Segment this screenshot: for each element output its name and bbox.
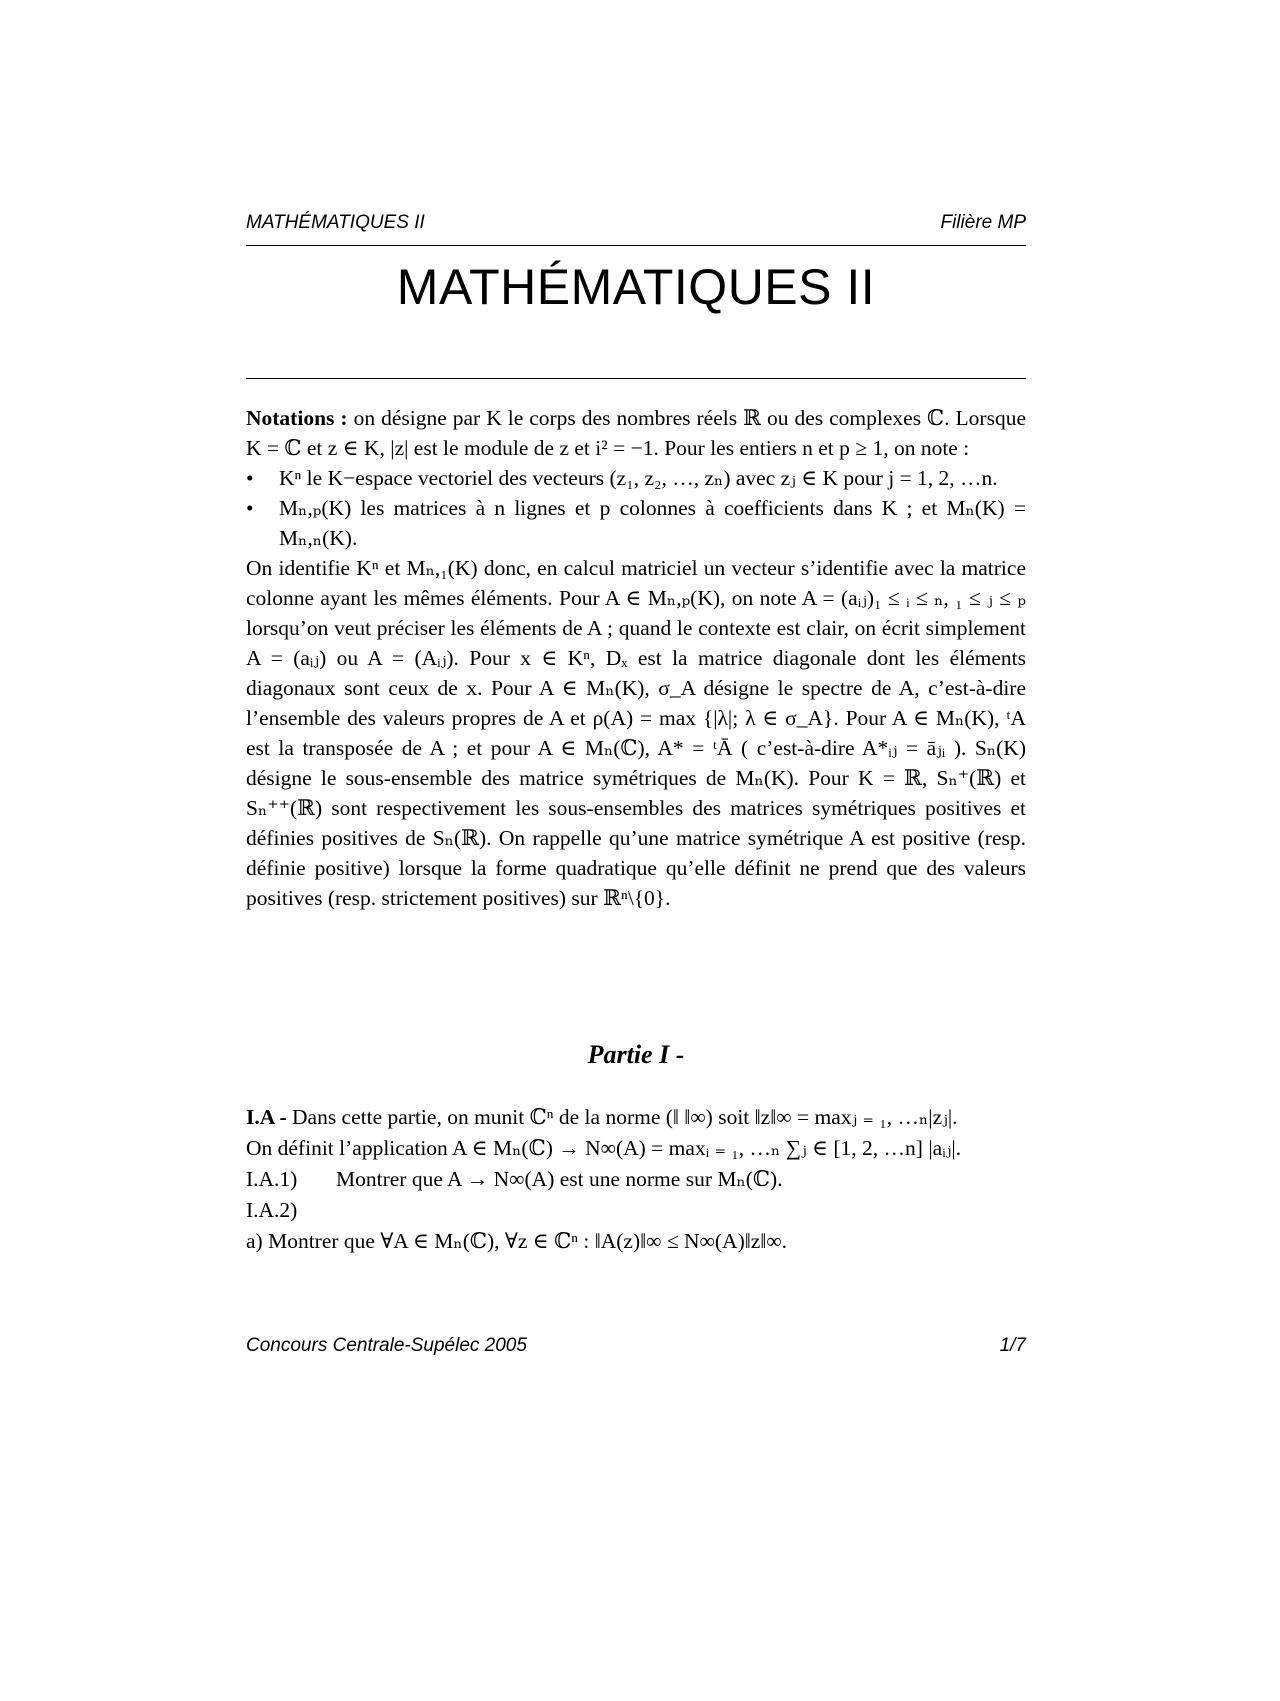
footer-source: Concours Centrale-Supélec 2005 bbox=[246, 1335, 527, 1356]
question-ia2-label: I.A.2) bbox=[246, 1198, 298, 1222]
notations-intro bbox=[246, 403, 1026, 463]
question-a: a) Montrer que ∀A ∈ Mₙ(ℂ), ∀z ∈ ℂⁿ : ‖A(z)‖∞ ≤ N∞(A)‖z‖∞. bbox=[246, 1229, 788, 1253]
list-item bbox=[246, 463, 1026, 493]
notations-block bbox=[246, 403, 1026, 913]
bullet-icon: • bbox=[246, 466, 254, 490]
notations-list bbox=[246, 463, 1026, 553]
question-ia1-label: I.A.1) bbox=[246, 1167, 298, 1191]
running-header bbox=[246, 212, 1026, 240]
ia-paragraph bbox=[246, 1102, 1026, 1133]
question-ia1-text: Montrer que A → N∞(A) est une norme sur Mₙ(ℂ). bbox=[336, 1167, 783, 1191]
notations-label: Notations : bbox=[246, 406, 348, 430]
question-ia1 bbox=[246, 1164, 1026, 1195]
header-subject: MATHÉMATIQUES II bbox=[246, 212, 425, 233]
definition-line: On définit l’application A ∈ Mₙ(ℂ) → N∞(A) = maxᵢ ₌ ₁, …ₙ ∑ⱼ ∈ [1, 2, …n] |aᵢⱼ|. bbox=[246, 1136, 962, 1160]
page-title: MATHÉMATIQUES II bbox=[396, 259, 876, 315]
ia-text: Dans cette partie, on munit ℂⁿ de la norme (‖ ‖∞) soit ‖z‖∞ = maxⱼ ₌ ₁, …ₙ|zⱼ|. bbox=[292, 1105, 958, 1129]
bullet-icon: • bbox=[246, 496, 254, 520]
bullet-text: Kⁿ le K−espace vectoriel des vecteurs (z₁, z₂, …, zₙ) avec zⱼ ∈ K pour j = 1, 2, …n. bbox=[279, 466, 998, 490]
page-number: 1/7 bbox=[999, 1335, 1026, 1356]
notations-paragraph: On identifie Kⁿ et Mₙ,₁(K) donc, en calcul matriciel un vecteur s’identifie avec la matrice colonne ayant les mêmes éléments. Pour A ∈ Mₙ,ₚ(K), on note A = (aᵢⱼ)₁ ≤ ᵢ ≤ ₙ, ₁ ≤ ⱼ ≤ ₚ lorsqu’on veut préciser les éléments de A ; quand le contexte est clair, on écrit simplement A = (aᵢⱼ) ou A = (Aᵢⱼ). Pour x ∈ Kⁿ, Dₓ est la matrice diagonale dont les éléments diagonaux sont ceux de x. Pour A ∈ Mₙ(K), σ_A désigne le spectre de A, c’est-à-dire l’ensemble des valeurs propres de A et ρ(A) = max {|λ|; λ ∈ σ_A}. Pour A ∈ Mₙ(K), ᵗA est la transposée de A ; et pour A ∈ Mₙ(ℂ), A* = ᵗĀ ( c’est-à-dire A*ᵢⱼ = āⱼᵢ ). Sₙ(K) désigne le sous-ensemble des matrice symétriques de Mₙ(K). Pour K = ℝ, Sₙ⁺(ℝ) et Sₙ⁺⁺(ℝ) sont respectivement les sous-ensembles des matrices symétriques positives et définies positives de Sₙ(ℝ). On rappelle qu’une matrice symétrique A est positive (resp. définie positive) lorsque la forme quadratique qu’elle définit ne prend que des valeurs positives (resp. strictement positives) sur ℝⁿ\{0}. bbox=[246, 556, 1026, 910]
section-heading: Partie I - bbox=[587, 1040, 685, 1069]
header-rule bbox=[246, 245, 1026, 246]
title-rule bbox=[246, 378, 1026, 379]
bullet-text: Mₙ,ₚ(K) les matrices à n lignes et p colonnes à coefficients dans K ; et Mₙ(K) = Mₙ,ₙ(K). bbox=[279, 496, 1026, 550]
part-one-block bbox=[246, 1102, 1026, 1257]
running-footer bbox=[246, 1335, 1026, 1363]
header-track: Filière MP bbox=[940, 212, 1026, 233]
notations-intro-text: on désigne par K le corps des nombres réels ℝ ou des complexes ℂ. Lorsque K = ℂ et z ∈ K, |z| est le module de z et i² = −1. Pour les entiers n et p ≥ 1, on note : bbox=[246, 406, 1026, 460]
list-item bbox=[246, 493, 1026, 553]
ia-label: I.A - bbox=[246, 1105, 287, 1129]
